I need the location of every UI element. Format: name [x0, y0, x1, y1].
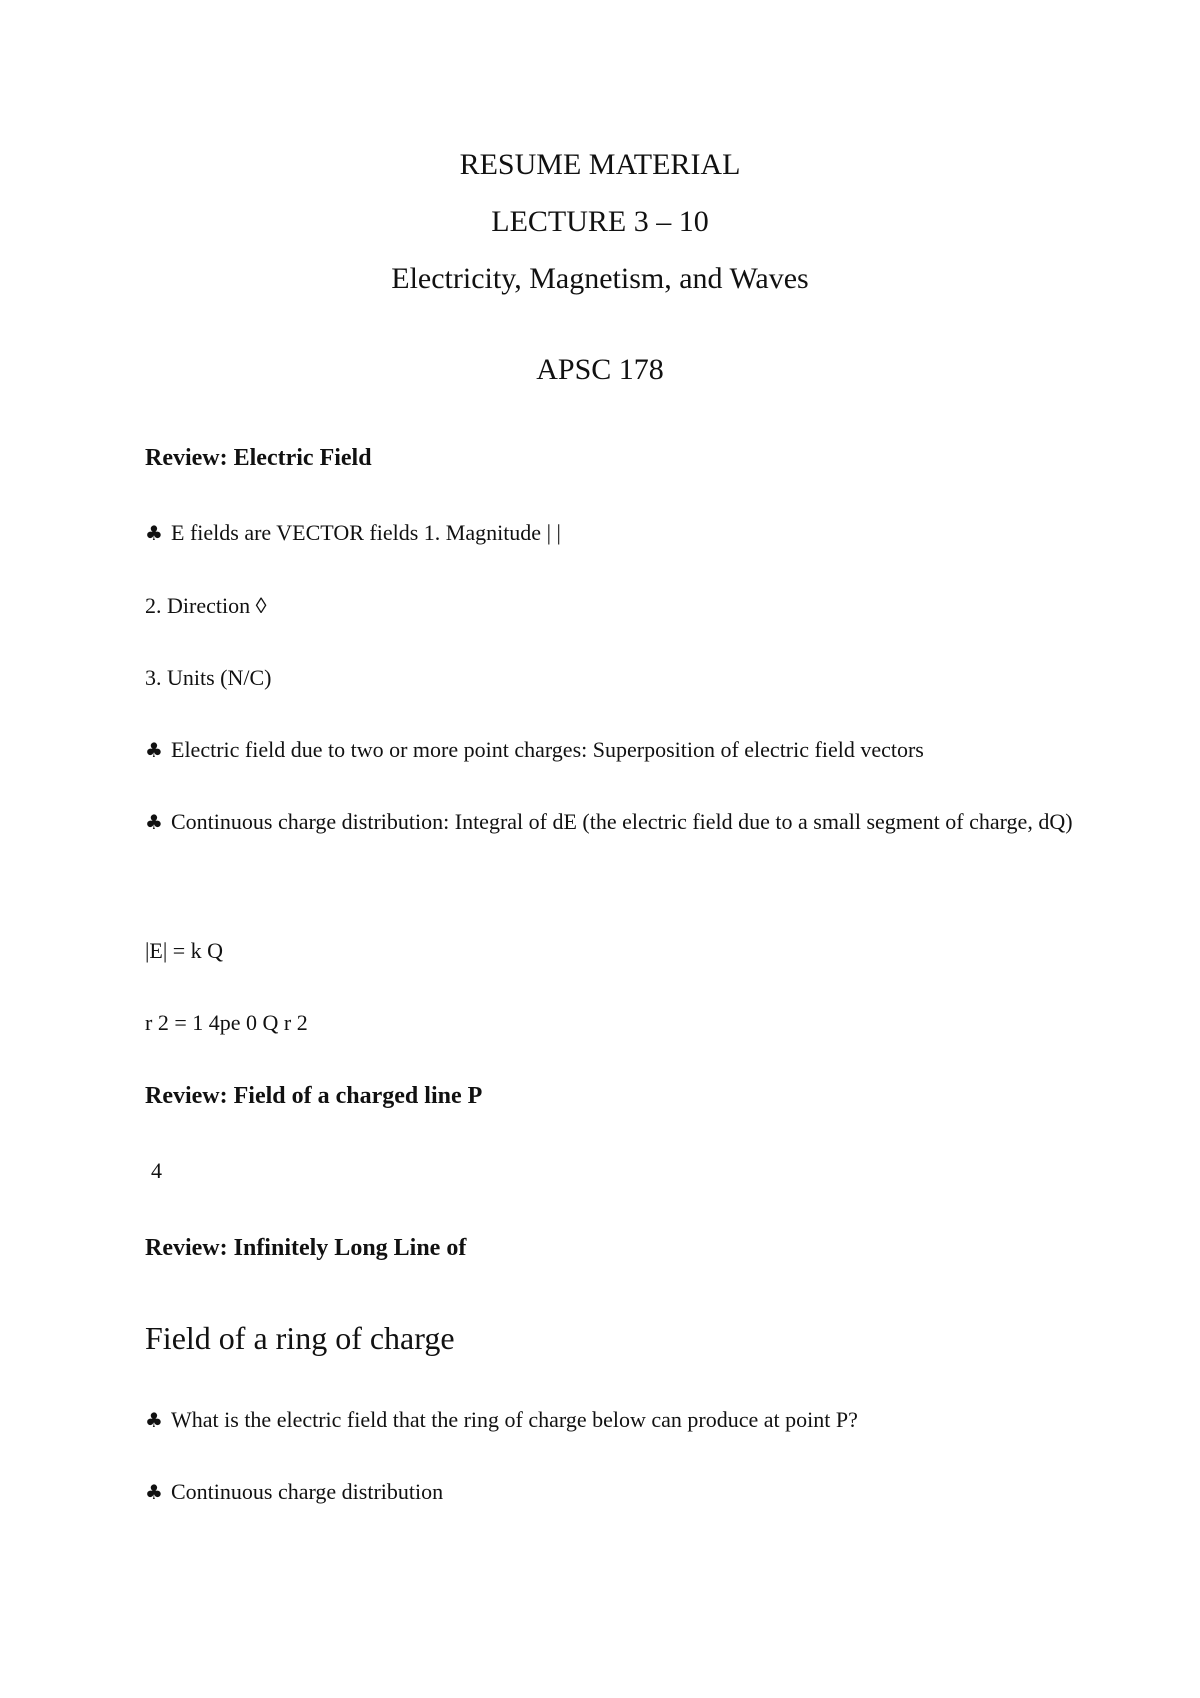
item-direction: 2. Direction ◊ [145, 593, 267, 618]
section-heading-charged-line: Review: Field of a charged line P [145, 1083, 483, 1109]
paragraph-text: Electric field due to two or more point charges: Superposition of electric field vectors [171, 737, 924, 762]
equation-line-2: r 2 = 1 4pe 0 Q r 2 [145, 1010, 308, 1035]
paragraph-text: E fields are VECTOR fields 1. Magnitude | | [171, 520, 561, 545]
club-bullet-icon: ♣ [145, 738, 163, 762]
club-bullet-icon: ♣ [145, 521, 163, 545]
lecture-range: LECTURE 3 – 10 [491, 205, 709, 238]
club-bullet-icon: ♣ [145, 1480, 163, 1504]
bullet-ring-question [145, 1392, 1065, 1448]
bullet-vector-fields [145, 505, 1065, 561]
paragraph-text: Continuous charge distribution: Integral of dE (the electric field due to a small segment of charge, dQ) [171, 809, 1073, 834]
item-units: 3. Units (N/C) [145, 665, 272, 690]
page-number-text: 4 [151, 1158, 162, 1183]
equation-line-1: |E| = k Q [145, 938, 224, 963]
section-heading-ring-of-charge: Field of a ring of charge [145, 1320, 455, 1356]
bullet-continuous-distribution [145, 794, 1075, 850]
paragraph-text: What is the electric field that the ring of charge below can produce at point P? [171, 1407, 858, 1432]
section-heading-electric-field: Review: Electric Field [145, 445, 372, 471]
course-code: APSC 178 [536, 353, 664, 386]
doc-title: RESUME MATERIAL [459, 148, 741, 181]
club-bullet-icon: ♣ [145, 810, 163, 834]
course-subtitle: Electricity, Magnetism, and Waves [391, 262, 809, 295]
paragraph-text: Continuous charge distribution [171, 1479, 444, 1504]
club-bullet-icon: ♣ [145, 1408, 163, 1432]
section-heading-infinite-line: Review: Infinitely Long Line of [145, 1235, 467, 1261]
bullet-continuous-charge [145, 1464, 1065, 1520]
bullet-superposition [145, 722, 1065, 778]
